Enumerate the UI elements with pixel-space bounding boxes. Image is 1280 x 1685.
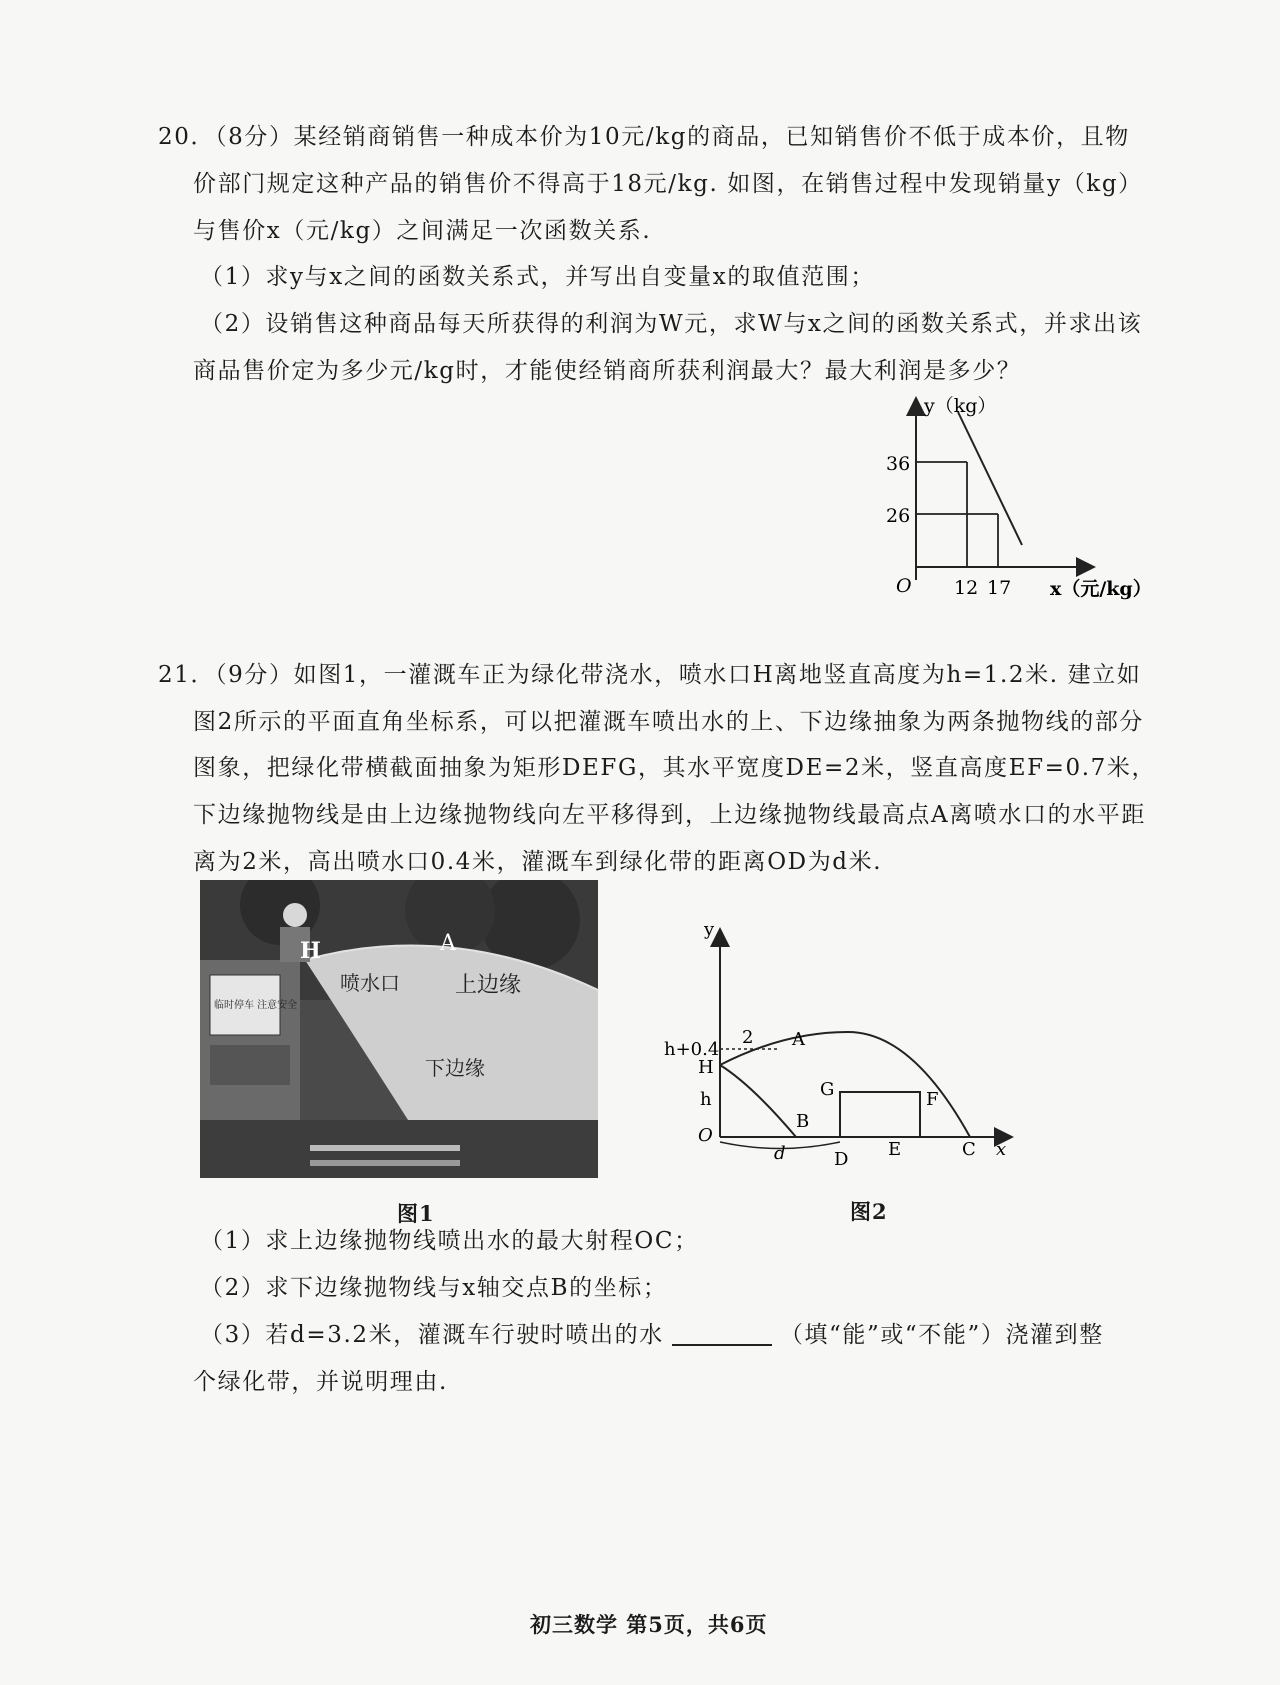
fig2-diagram xyxy=(660,915,1020,1175)
q20-line2: 价部门规定这种产品的销售价不得高于18元/kg. 如图，在销售过程中发现销量y（kg） xyxy=(193,171,1143,197)
q21-line1: 21．（9分）如图1，一灌溉车正为绿化带浇水，喷水口H离地竖直高度为h=1.2米. 建立如 xyxy=(158,662,1142,688)
upper-parabola xyxy=(720,1032,970,1137)
q20-part2a: （2）设销售这种商品每天所获得的利润为W元，求W与x之间的函数关系式，并求出该 xyxy=(200,311,1143,337)
q21-line5: 离为2米，高出喷水口0.4米，灌溉车到绿化带的距离OD为d米. xyxy=(193,849,883,875)
photo-label-upper: 上边缘 xyxy=(455,973,522,998)
page-footer: 初三数学 第5页，共6页 xyxy=(530,1612,768,1637)
fig2-caption: 图2 xyxy=(850,1199,888,1224)
graph-tick-36: 36 xyxy=(886,453,911,475)
graph-tick-12: 12 xyxy=(954,577,979,599)
q20-graph xyxy=(870,390,1190,610)
answer-blank[interactable] xyxy=(672,1324,772,1346)
fig2-label-H: H xyxy=(698,1057,714,1078)
fig2-label-two: 2 xyxy=(742,1027,754,1048)
q20-part2b: 商品售价定为多少元/kg时，才能使经销商所获利润最大？最大利润是多少？ xyxy=(193,358,1022,384)
photo-label-lower: 下边缘 xyxy=(425,1056,485,1080)
fig2-label-d: d xyxy=(774,1143,786,1164)
fig2-label-E: E xyxy=(888,1139,902,1160)
q20-part1: （1）求y与x之间的函数关系式，并写出自变量x的取值范围； xyxy=(200,264,875,290)
lower-parabola xyxy=(720,1065,796,1137)
fig2-label-h: h xyxy=(700,1089,712,1110)
q20-line3: 与售价x（元/kg）之间满足一次函数关系. xyxy=(193,218,652,244)
graph-y-label: y（kg） xyxy=(924,395,997,417)
q21-part3-start: （3）若d=3.2米，灌溉车行驶时喷出的水 xyxy=(200,1322,664,1348)
q21-line4: 下边缘抛物线是由上边缘抛物线向左平移得到，上边缘抛物线最高点A离喷水口的水平距 xyxy=(193,802,1147,828)
fig2-label-G: G xyxy=(820,1079,835,1100)
q21-line2: 图2所示的平面直角坐标系，可以把灌溉车喷出水的上、下边缘抽象为两条抛物线的部分 xyxy=(193,709,1145,735)
photo-label-A: A xyxy=(440,931,456,956)
fig2-label-y: y xyxy=(704,919,715,940)
fig2-label-A: A xyxy=(792,1029,805,1050)
fig2-label-F: F xyxy=(926,1089,939,1110)
fig1-caption: 图1 xyxy=(397,1201,435,1226)
q21-line3: 图象，把绿化带横截面抽象为矩形DEFG，其水平宽度DE=2米，竖直高度EF=0.7米， xyxy=(193,755,1157,781)
q21-part3 xyxy=(200,1320,1104,1350)
photo-sign: 临时停车 注意安全 xyxy=(214,1000,298,1011)
fig2-label-O: O xyxy=(698,1125,713,1146)
fig2-label-x: x xyxy=(996,1139,1007,1160)
fig2-label-D: D xyxy=(834,1149,849,1170)
photo-label-nozzle: 喷水口 xyxy=(340,971,400,995)
irrigation-truck-photo xyxy=(200,880,598,1178)
graph-tick-17: 17 xyxy=(987,577,1012,599)
fig2-label-B: B xyxy=(796,1111,810,1132)
green-belt-rect xyxy=(840,1092,920,1137)
graph-tick-26: 26 xyxy=(886,505,911,527)
q21-part1: （1）求上边缘抛物线喷出水的最大射程OC； xyxy=(200,1228,699,1254)
fig2-label-C: C xyxy=(962,1139,976,1160)
q20-line1: 20．（8分）某经销商销售一种成本价为10元/kg的商品，已知销售价不低于成本价，且物 xyxy=(158,124,1130,150)
graph-x-label: x（元/kg） xyxy=(1050,578,1152,600)
q21-part3-end: （填“能”或“不能”）浇灌到整 xyxy=(779,1322,1104,1348)
photo-label-H: H xyxy=(300,938,321,964)
graph-origin: O xyxy=(896,575,912,597)
q21-part2: （2）求下边缘抛物线与x轴交点B的坐标； xyxy=(200,1275,668,1301)
fig2-label-h04: h+0.4 xyxy=(664,1039,720,1060)
q21-part3c: 个绿化带，并说明理由. xyxy=(193,1369,448,1395)
